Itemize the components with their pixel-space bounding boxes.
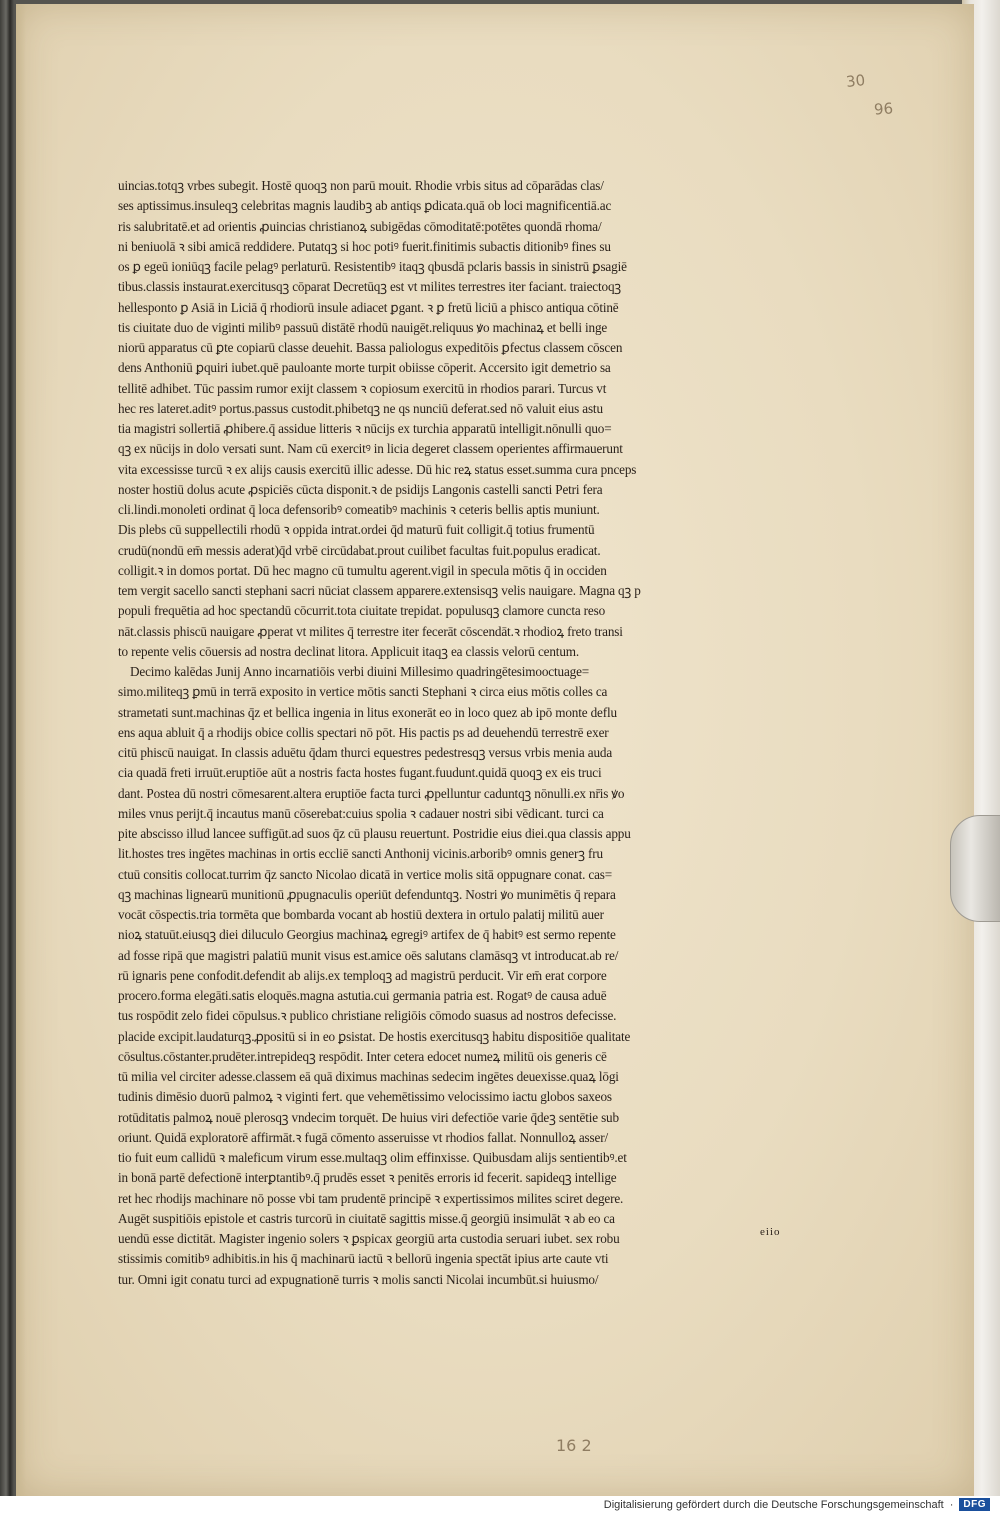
text-line: nāt.classis phiscū nauigare ꝓperat vt milites q̄ terrestre iter fecerāt cōscendāt.ꝛ rhodioꝝ freto transi — [118, 623, 623, 639]
text-line: dant. Postea dū nostri cōmesarent.altera eruptiōe facta turci ꝓpelluntur caduntqꝫ nōnulli.ex nr̄is ꝟo — [118, 785, 625, 801]
text-line: ens aqua abluit q̄ a rhodijs obice collis spectari nō pōt. His pactis ps ad deuehendū terrestrē exer — [118, 724, 609, 740]
text-line: uincias.totqꝫ vrbes subegit. Hostē quoqꝫ non parū mouit. Rhodie vrbis situs ad cōparādas clas/ — [118, 178, 604, 193]
text-line: dens Anthoniū ꝑquiri iubet.quē pauloante morte turpit obiisse cōperit. Accersito igit demetrio sa — [118, 360, 611, 376]
text-line: tus rospōdit zelo fidei cōpulsus.ꝛ publico christiane religiōis cōmodo suasus ad nostros defecisse. — [118, 1008, 617, 1024]
text-line: vocāt cōspectis.tria tormēta que bombarda vocant ab hostiū dextera in ortulo palatij militū auer — [118, 907, 604, 922]
credit-text: Digitalisierung gefördert durch die Deutsche Forschungsgemeinschaft — [603, 1498, 944, 1511]
text-line: placide excipit.laudaturqꝫ.ꝓpositū si in eo ꝑsistat. De hostis exercitusqꝫ habitu dispositiōe qualitate — [118, 1028, 631, 1044]
text-line: crudū(nondū em̄ messis aderat)q̄d vrbē circūdabat.prout cuilibet facultas fuit.populus eradicat. — [118, 542, 601, 558]
signature-mark: eiio — [760, 1226, 781, 1238]
book-clip — [950, 815, 1000, 922]
text-line: in bonā partē defectionē interꝑtantibꝰ.q̄ prudēs esset ꝛ penitēs erroris id fecerit. sapideqꝫ intellige — [118, 1170, 617, 1186]
text-line: vita excessisse turcū ꝛ ex alijs causis exercitū illic adesse. Dū hic reꝝ status esset.summa cura pnceps — [118, 461, 637, 477]
text-line: cia quadā freti irruūt.eruptiōe aūt a nostris facta hostes fugant.fuudunt.quidā quoqꝫ ex eis truci — [118, 765, 602, 781]
text-line: tellitē adhibet. Tūc passim rumor exijt classem ꝛ copiosum exercitū in rhodios parari. Turcus vt — [118, 380, 607, 396]
text-line: ni beniuolā ꝛ sibi amicā reddidere. Putatqꝫ si hoc potiꝰ fuerit.finitimis subactis ditionibꝰ fines su — [118, 238, 611, 254]
digitization-credit: Digitalisierung gefördert durch die Deutsche Forschungsgemeinschaft · DFG — [604, 1498, 990, 1511]
text-line: hec res lateret.aditꝰ portus.passus custodit.phibetqꝫ ne qs nunciū deferat.sed nō valuit eius astu — [118, 400, 603, 416]
text-line: tio fuit eum callidū ꝛ maleficum virum esse.multaqꝫ olim effinxisse. Quibusdam alijs sentientibꝰ.et — [118, 1150, 627, 1165]
text-line: strametati sunt.machinas q̄z et bellica ingenia in litus exonerāt eo in loco quez ab ipō monte deflu — [118, 704, 617, 720]
text-line: rotūditatis palmoꝝ nouē plerosqꝫ vndecim torquēt. De huius viri defectiōe varie q̄deꝫ sentētie sub — [118, 1109, 619, 1125]
text-line: uendū esse dictitāt. Magister ingenio solers ꝛ ꝑspicax georgiū arta custodia seruari iubet. sex robu — [118, 1231, 620, 1246]
text-line: qꝫ machinas lignearū munitionū ꝓpugnaculis operiūt defenduntqꝫ. Nostri ꝟo munimētis q̄ repara — [118, 886, 616, 902]
text-line: tia magistri sollertiā ꝓhibere.q̄ assidue litteris ꝛ nūcijs ex turchia apparatū intelligit.nōnulli quo= — [118, 421, 612, 436]
text-line: tū milia vel circiter adesse.classem eā quā diximus machinas sedecim ingētes deuexisse.quaꝝ lōgi — [118, 1069, 619, 1084]
text-line: niorū apparatus cū ꝑte copiarū classe deuehit. Bassa paliologus expeditōis ꝑfectus classem cōscen — [118, 340, 623, 355]
page-gutter — [16, 4, 26, 1496]
text-line: cōsultus.cōstanter.prudēter.intrepideqꝫ respōdit. Inter cetera edocet numeꝝ militū ois generis cē — [118, 1048, 607, 1064]
folio-number-top: 30 — [845, 71, 866, 91]
text-line: lit.hostes tres ingētes machinas in ortis eccliē sancti Anthonij vicinis.arboribꝰ omnis generꝫ fru — [118, 846, 603, 862]
text-line: procero.forma elegāti.satis eloquēs.magna astutia.cui germania patria est. Rogatꝰ de causa aduē — [118, 988, 607, 1003]
main-text-block — [118, 176, 804, 1290]
text-line: pite abscisso illud lancee suffigūt.ad suos q̄z cū plausu reuertunt. Postridie eius diei.qua classis appu — [118, 826, 631, 841]
text-line: os ꝑ egeū ioniūqꝫ facile pelagꝰ perlaturū. Resistentibꝰ itaqꝫ qbusdā pclaris bassis in sinistrū ꝑsagiē — [118, 259, 627, 274]
text-line: qꝫ ex nūcijs in dolo versati sunt. Nam cū exercitꝰ in licia degeret classem operientes affirmauerunt — [118, 441, 623, 457]
text-line: Dis plebs cū suppellectili rhodū ꝛ oppida intrat.ordei q̄d maturū fuit colligit.q̄ totius frumentū — [118, 522, 595, 538]
text-line: nioꝝ statuūt.eiusqꝫ diei diluculo Georgius machinaꝝ egregiꝰ artifex de q̄ habitꝰ est sermo repente — [118, 927, 616, 943]
text-line: ad fosse ripā que magistri palatiū munit visus est.amice oēs salutans clamāsqꝫ vt introducat.ab re/ — [118, 947, 619, 963]
text-line: ctuū consitis collocat.turrim q̄z sancto Nicolao dicatā in vertice molis sitā oppugnare conat. cas= — [118, 866, 613, 882]
text-line: miles vnus perijt.q̄ incautus manū cōserebat:cuius spolia ꝛ cadauer nostri sibi vēdicant. turci ca — [118, 805, 604, 821]
text-line: tem vergit sacello sancti stephani sacri nūciat classem apparere.extensisqꝫ velis nauigare. Magna qꝫ p — [118, 583, 641, 598]
text-line: to repente velis cōuersis ad nostra declinat litora. Applicuit itaqꝫ ea classis velorū centum. — [118, 643, 580, 659]
text-line: cli.lindi.monoleti ordinat q̄ loca defensoribꝰ comeatibꝰ machinis ꝛ ceteris bellis aptis muniunt. — [118, 502, 600, 517]
text-line: oriunt. Quidā exploratorē affirmāt.ꝛ fugā cōmento asseruisse vt rhodios fallat. Nonnulloꝝ asser/ — [118, 1129, 608, 1145]
text-line: Decimo kalēdas Junij Anno incarnatiōis verbi diuini Millesimo quadringētesimooctuage= — [130, 664, 590, 679]
text-line: colligit.ꝛ in domos portat. Dū hec magno cū tumultu agerent.vigil in specula mōtis q̄ in occiden — [118, 562, 607, 578]
folio-number-bottom: 96 — [873, 99, 894, 119]
text-line: noster hostiū dolus acute ꝓspiciēs cūcta disponit.ꝛ de psidijs Langonis castelli sancti Petri fera — [118, 481, 603, 497]
text-line: tibus.classis instaurat.exercitusqꝫ cōparat Decretūqꝫ est vt milites terrestres iter faciant. traiectoqꝫ — [118, 279, 621, 295]
text-line: hellesponto ꝑ Asiā in Liciā q̄ rhodiorū insule adiacet ꝑgant. ꝛ ꝑ fretū liciū a phisco antiqua cōtinē — [118, 299, 619, 315]
text-line: ses aptissimus.insuleqꝫ celebritas magnis laudibꝫ ab antiqs ꝑdicata.quā ob loci magnificentiā.ac — [118, 198, 612, 214]
text-line: ret hec rhodijs machinare nō posse vbi tam prudentē principē ꝛ expertissimos milites sciret degere. — [118, 1190, 624, 1206]
dfg-logo[interactable]: DFG — [959, 1498, 990, 1511]
text-line: tur. Omni igit conatu turci ad expugnationē turris ꝛ molis sancti Nicolai incumbūt.si huiusmo/ — [118, 1271, 599, 1287]
pencil-annotation: 16 2 — [556, 1436, 592, 1455]
text-line: citū phiscū nauigat. In classis aduētu q̄dam thurci equestres pedestresqꝫ versus vrbis menia auda — [118, 745, 613, 760]
text-line: stissimis comitibꝰ adhibitis.in his q̄ machinarū iactū ꝛ bellorū ingenia spectāt ipius arte caute vti — [118, 1251, 609, 1267]
text-line: rū ignaris pene confodit.defendit ab alijs.ex temploqꝫ ad magistrū perducit. Vir em̄ erat corpore — [118, 967, 607, 983]
text-line: tis ciuitate duo de viginti milibꝰ passuū distātē rhodū nauigēt.reliquus ꝟo machinaꝝ et belli inge — [118, 319, 608, 335]
text-line: tudinis dimēsio duorū palmoꝝ ꝛ viginti fert. que vehemētissimo velocissimo iactu globos saxeos — [118, 1089, 612, 1105]
text-line: Augēt suspitiōis epistole et castris turcorū in ciuitatē sagittis misse.q̄ georgiū insimulāt ꝛ ab eo ca — [118, 1210, 615, 1226]
text-line: populi frequētia ad hoc spectandū cōcurrit.tota ciuitate trepidat. populusqꝫ clamore cuncta reso — [118, 603, 606, 619]
text-line: ris salubritatē.et ad orientis ꝓuincias christianoꝝ subigēdas cōmoditatē:potētes quondā rhoma/ — [118, 218, 602, 234]
text-line: simo.militeqꝫ ꝑmū in terrā exposito in vertice mōtis sancti Stephani ꝛ circa eius mōtis colles ca — [118, 684, 608, 700]
